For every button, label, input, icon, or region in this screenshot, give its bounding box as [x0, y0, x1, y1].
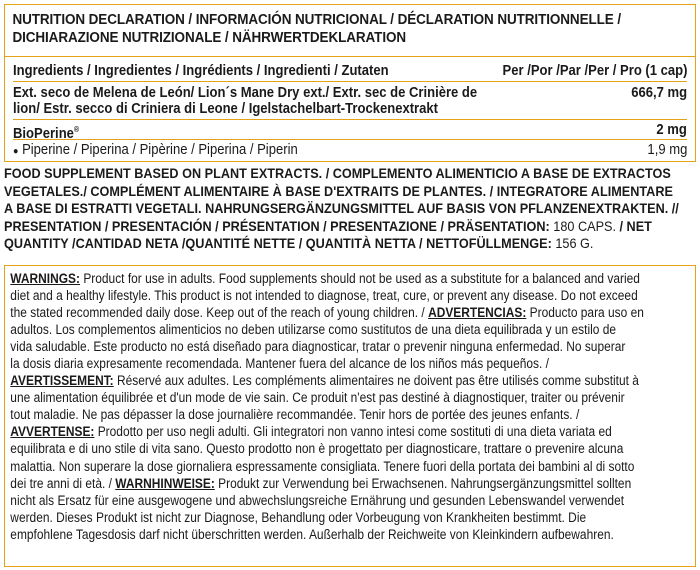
header-divider: [5, 56, 695, 57]
warning-line: vida saludable. Este producto no está diseñado para diagnosticar, tratar o prevenir ninguna enfermedad. No superar: [10, 339, 626, 355]
avertissement-label: AVERTISSEMENT:: [10, 373, 114, 389]
warning-line: [5, 423, 616, 440]
warning-line: nicht als Ersatz für eine ausgewogene und abwechslungsreiche Ernährung und gesunden Lebenswandel verwendet: [10, 492, 625, 508]
per-column-header: Per /Por /Par /Per / Pro (1 cap): [502, 63, 687, 79]
presentation-line: [4, 218, 693, 236]
nutrition-header-line1: NUTRITION DECLARATION / INFORMACIÓN NUTRICIONAL / DÉCLARATION NUTRITIONNELLE /: [12, 12, 621, 28]
avvertense-label: AVVERTENSE:: [10, 424, 95, 440]
warning-line: diet and a healthy lifestyle. This product is not intended to diagnose, treat, cure, or prevent any disease. Do not exceed: [10, 288, 638, 304]
warning-text: Réservé aux adultes. Les compléments alimentaires ne doivent pas être utilisés comme substitut à: [113, 373, 639, 389]
warning-line: malattia. Non superare la dose giornaliera espressamente consigliata. Tenere fuori della portata dei bambini al di sotto: [10, 458, 635, 474]
table-header-divider: [13, 81, 687, 82]
warning-line: [5, 372, 639, 389]
presentation-value: 180 CAPS.: [549, 217, 616, 234]
ingredients-column-header: Ingredients / Ingredientes / Ingrédients / Ingredienti / Zutaten: [13, 63, 389, 79]
net-quantity-label: QUANTITY /CANTIDAD NETA /QUANTITÉ NETTE / QUANTITÀ NETTA / NETTOFÜLLMENGE:: [4, 235, 552, 252]
warning-text: the stated recommended daily dose. Keep out of the reach of young children. /: [10, 305, 429, 321]
registered-mark: ®: [73, 125, 80, 134]
warnings-box: [4, 265, 696, 567]
ingredient-name-line2: lion/ Estr. secco di Criniera di Leone / Igelstachelbart-Trockenextrakt: [13, 101, 438, 117]
warning-line: tout maladie. Ne pas dépasser la dose journalière recommandée. Tenir hors de portée des jeunes enfants. /: [10, 407, 580, 423]
warning-line: [5, 304, 644, 321]
description-line: VEGETALES./ COMPLÉMENT ALIMENTAIRE À BASE D'EXTRAITS DE PLANTES. / INTEGRATORE ALIMENTARE: [4, 182, 673, 199]
warning-text: Product for use in adults. Food supplements should not be used as a substitute for a balanced and varied: [80, 271, 640, 286]
warning-line: adultos. Los complementos alimenticios no deben utilizarse como sustitutos de una dieta equilibrada y un estilo de: [10, 322, 617, 338]
bullet-icon: ●: [13, 146, 19, 157]
piperine-value: 1,9 mg: [647, 142, 687, 158]
warning-line: une alimentation équilibrée et d'un mode de vie sain. Ce produit n'est pas destiné à diagnostiquer, traiter ou prévenir: [10, 390, 625, 406]
net-quantity-value: 156 G.: [551, 235, 594, 252]
nutrition-header: [5, 5, 700, 47]
supplement-description: [4, 165, 696, 253]
warning-text: dei tre anni di età. /: [10, 475, 116, 491]
row-divider: [13, 119, 687, 120]
bioperine-label: BioPerine: [13, 125, 74, 142]
warning-text: Prodotto per uso negli adulti. Gli integratori non vanno intesi come sostituti di una dieta variata ed: [94, 424, 612, 440]
warning-line: la dosis diaria expresamente recomendada. Mantener fuera del alcance de los niños más pequeños. /: [10, 356, 549, 372]
warning-line: equilibrata e di uno stile di vita sano. Questo prodotto non è progettato per diagnosticare, trattare o prevenire alcuna: [10, 441, 624, 457]
warning-line: [5, 475, 632, 492]
warnings-label: WARNINGS:: [10, 271, 81, 286]
description-line: A BASE DI ESTRATTI VEGETALI. NAHRUNGSERGÄNZUNGSMITTEL AUF BASIS VON PFLANZENEXTRAKTEN. //: [4, 200, 679, 217]
warning-text: Produkt zur Verwendung bei Erwachsenen. Nahrungsergänzungsmittel sollten: [214, 475, 632, 491]
nutrition-header-line2: DICHIARAZIONE NUTRIZIONALE / NÄHRWERTDEKLARATION: [12, 30, 407, 46]
net-label-start: / NET: [615, 217, 652, 234]
warning-line: [5, 270, 640, 287]
net-quantity-line: [4, 235, 693, 253]
nutrition-declaration-box: [4, 4, 696, 162]
ingredient-value: 666,7 mg: [631, 85, 687, 101]
presentation-label: PRESENTATION / PRESENTACIÓN / PRÉSENTATION / PRESENTAZIONE / PRÄSENTATION:: [4, 217, 550, 234]
piperine-label: Piperine / Piperina / Pipèrine / Piperina / Piperin: [22, 142, 298, 158]
ingredient-name-line1: Ext. seco de Melena de León/ Lion´s Mane Dry ext./ Extr. sec de Crinière de: [13, 85, 478, 101]
bioperine-value: 2 mg: [656, 122, 687, 138]
warning-line: empfohlene Tagesdosis darf nicht überschritten werden. Außerhalb der Reichweite von Kleinkindern aufbewahren.: [10, 526, 614, 542]
warning-line: werden. Dieses Produkt ist nicht zur Diagnose, Behandlung oder Vorbeugung von Krankheiten bestimmt. Die: [10, 509, 587, 525]
advertencias-label: ADVERTENCIAS:: [428, 305, 527, 321]
row-divider: [13, 139, 687, 140]
warnhinweise-label: WARNHINWEISE:: [115, 475, 215, 491]
warning-text: Producto para uso en: [526, 305, 644, 321]
description-line: FOOD SUPPLEMENT BASED ON PLANT EXTRACTS. / COMPLEMENTO ALIMENTICIO A BASE DE EXTRACTOS: [4, 165, 671, 181]
